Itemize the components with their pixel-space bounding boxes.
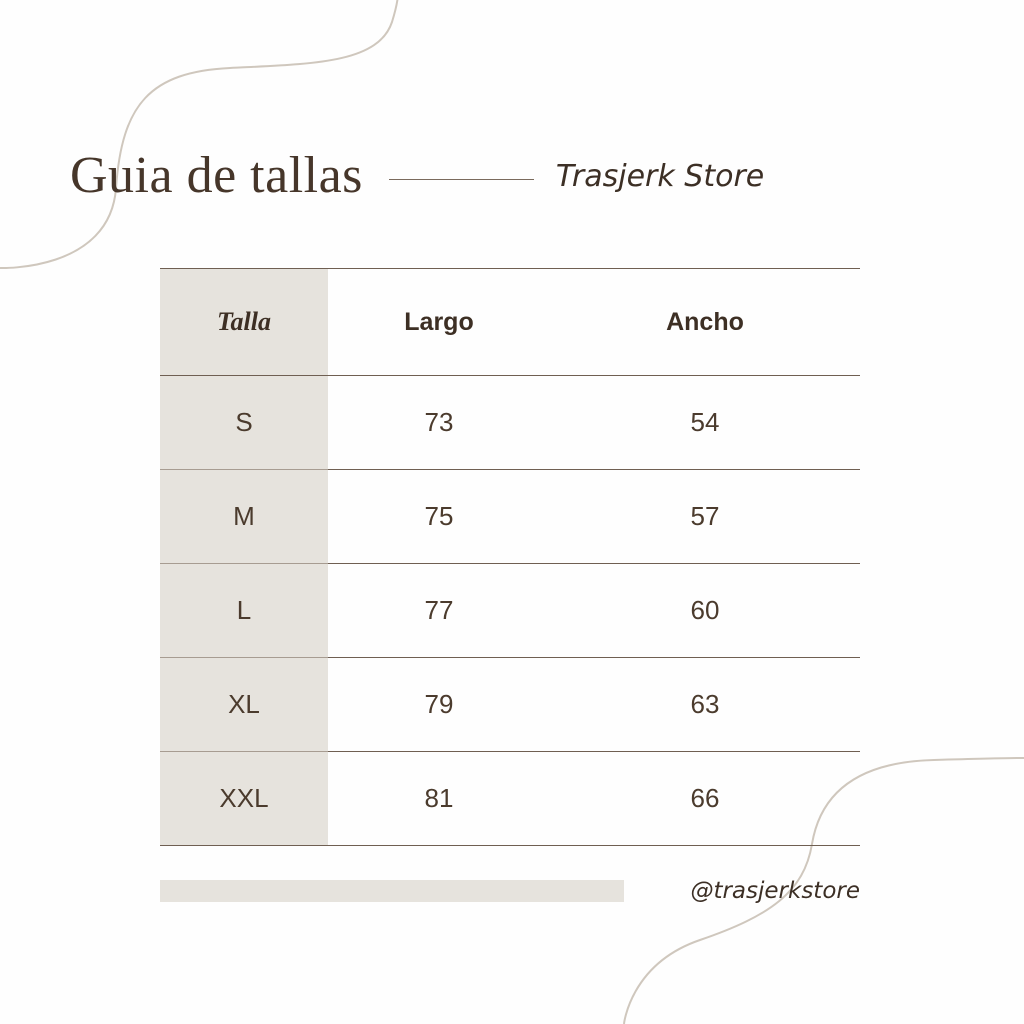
table-row — [160, 376, 860, 470]
cell-largo: 75 — [328, 470, 550, 564]
cell-ancho: 54 — [550, 376, 860, 470]
cell-ancho: 60 — [550, 564, 860, 658]
cell-ancho: 63 — [550, 658, 860, 752]
social-handle: @trasjerkstore — [690, 878, 860, 904]
brand-name: Trasjerk Store — [555, 158, 765, 194]
cell-largo: 73 — [328, 376, 550, 470]
page-title: Guia de tallas — [70, 147, 363, 204]
cell-talla: L — [160, 564, 328, 658]
table-header-row — [160, 269, 860, 376]
cell-ancho: 66 — [550, 752, 860, 846]
table-row — [160, 752, 860, 846]
size-table-container — [160, 268, 860, 846]
table-body — [160, 376, 860, 846]
cell-ancho: 57 — [550, 470, 860, 564]
page-header — [70, 147, 954, 204]
page-footer — [160, 878, 860, 904]
cell-talla: M — [160, 470, 328, 564]
cell-talla: S — [160, 376, 328, 470]
cell-largo: 77 — [328, 564, 550, 658]
title-divider — [389, 179, 534, 180]
size-table — [160, 268, 860, 846]
cell-largo: 79 — [328, 658, 550, 752]
table-row — [160, 470, 860, 564]
column-header-ancho: Ancho — [550, 269, 860, 376]
table-row — [160, 658, 860, 752]
column-header-talla: Talla — [160, 269, 328, 376]
table-row — [160, 564, 860, 658]
cell-talla: XL — [160, 658, 328, 752]
cell-talla: XXL — [160, 752, 328, 846]
column-header-largo: Largo — [328, 269, 550, 376]
cell-largo: 81 — [328, 752, 550, 846]
footer-accent-bar — [160, 880, 624, 902]
